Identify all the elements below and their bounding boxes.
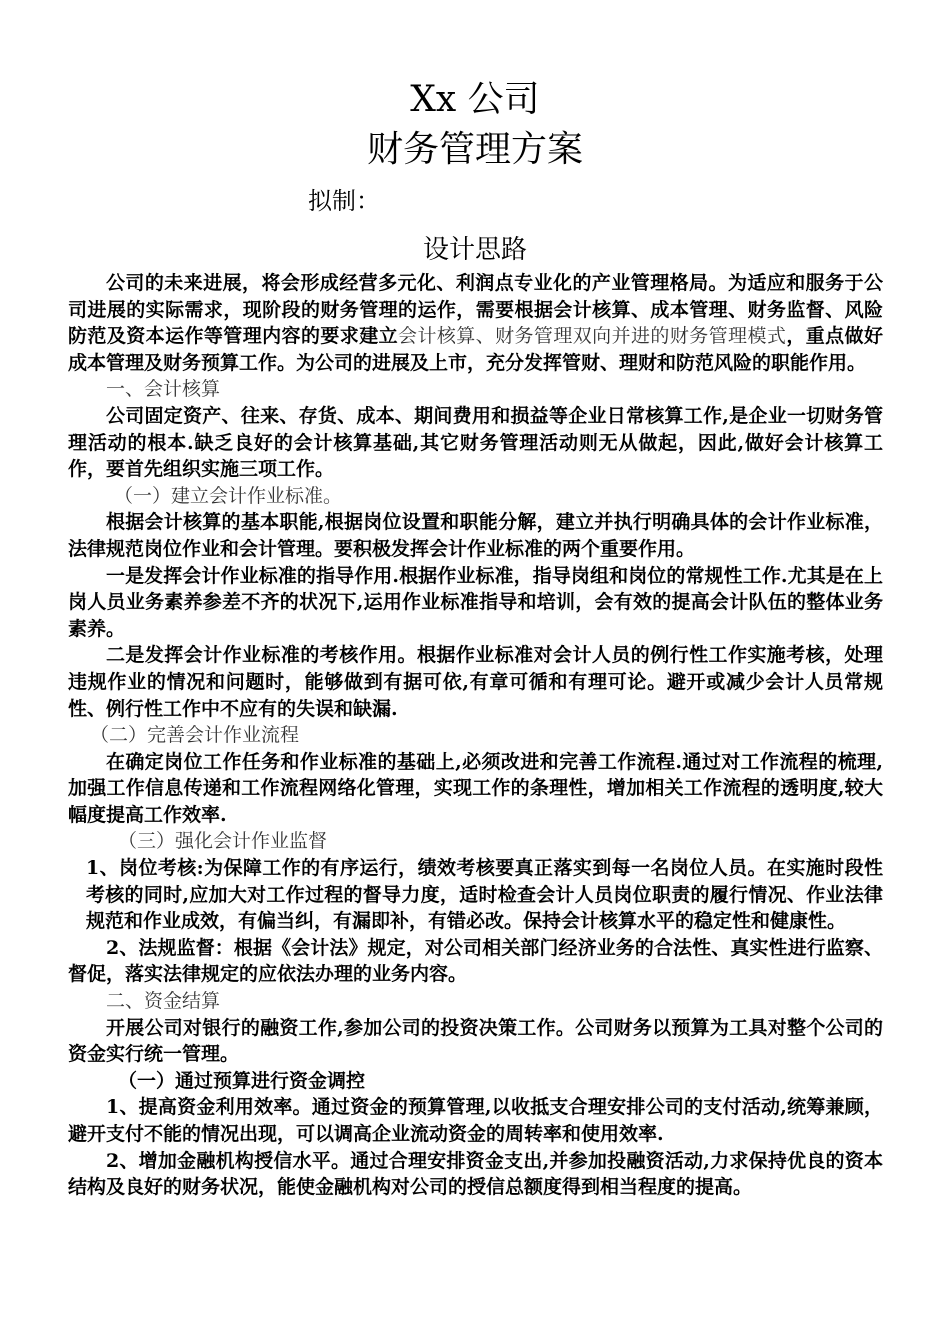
- subsection-heading-process: （二）完善会计作业流程: [90, 724, 300, 747]
- paragraph: 在确定岗位工作任务和作业标准的基础上,必须改进和完善工作流程.通过对工作流程的梳理,加强工作信息传递和工作流程网络化管理，实现工作的条理性，增加相关工作流程的透明度,较大幅度提高工作效率.: [68, 750, 883, 826]
- subsection-heading-supervision: （三）强化会计作业监督: [118, 830, 328, 853]
- intro-text-1: 公司的未来进展，将会形成经营多元化、利润点专业化的产业管理格局。为适应和服务于公司进展的实际需求，现阶段的财务管理的运作，需要根据会计核算、成本管理、财务监督、风险防范及资本运作等管理内容的要求建立: [68, 272, 883, 348]
- drafter-label: 拟制：: [308, 187, 380, 215]
- paragraph: 根据会计核算的基本职能,根据岗位设置和职能分解，建立并执行明确具体的会计作业标准，法律规范岗位作业和会计管理。要积极发挥会计作业标准的两个重要作用。: [68, 511, 883, 560]
- paragraph: 1、岗位考核:为保障工作的有序运行，绩效考核要真正落实到每一名岗位人员。在实施时段性考核的同时,应加大对工作过程的督导力度，适时检查会计人员岗位职责的履行情况、作业法律规范和作业成效，有偏当纠，有漏即补，有错必改。保持会计核算水平的稳定性和健康性。: [86, 857, 883, 933]
- document-title: 财务管理方案: [366, 129, 583, 170]
- subsection-heading-standards: （一）建立会计作业标准。: [114, 484, 343, 507]
- company-name: Xx 公司: [410, 79, 540, 120]
- subsection-heading-budget: （一）通过预算进行资金调控: [118, 1069, 366, 1092]
- document-body: [68, 270, 883, 1201]
- paragraph: 二是发挥会计作业标准的考核作用。根据作业标准对会计人员的例行性工作实施考核，处理违规作业的情况和问题时，能够做到有据可依,有章可循和有理可论。避开或减少会计人员常规性、例行性工作中不应有的失误和缺漏.: [68, 644, 883, 720]
- intro-text-2: 会计核算、财务管理双向并进的财务管理模式: [398, 325, 787, 348]
- section-heading-accounting: 一、会计核算: [106, 378, 221, 401]
- section-heading-funds: 二、资金结算: [106, 990, 221, 1013]
- intro-text-3: ，重点做好成本管理及财务预算工作。为公司的进展及上市，充分发挥管财、理财和防范风险的职能作用。: [68, 325, 883, 374]
- paragraph: 公司固定资产、往来、存货、成本、期间费用和损益等企业日常核算工作,是企业一切财务管理活动的根本.缺乏良好的会计核算基础,其它财务管理活动则无从做起，因此,做好会计核算工作，要首先组织实施三项工作。: [68, 404, 883, 481]
- section-title: 设计思路: [422, 235, 527, 265]
- paragraph: 开展公司对银行的融资工作,参加公司的投资决策工作。公司财务以预算为工具对整个公司的资金实行统一管理。: [68, 1016, 883, 1066]
- intro-paragraph: [68, 270, 883, 376]
- paragraph: 2、法规监督：根据《会计法》规定，对公司相关部门经济业务的合法性、真实性进行监察、督促，落实法律规定的应依法办理的业务内容。: [68, 936, 883, 986]
- paragraph: 一是发挥会计作业标准的指导作用.根据作业标准，指导岗组和岗位的常规性工作.尤其是在上岗人员业务素养参差不齐的状况下,运用作业标准指导和培训，会有效的提高会计队伍的整体业务素养。: [68, 564, 883, 640]
- paragraph: 1、提高资金利用效率。通过资金的预算管理,以收抵支合理安排公司的支付活动,统筹兼顾，避开支付不能的情况出现，可以调高企业流动资金的周转率和使用效率.: [68, 1096, 883, 1145]
- paragraph: 2、增加金融机构授信水平。通过合理安排资金支出,并参加投融资活动,力求保持优良的资本结构及良好的财务状况，能使金融机构对公司的授信总额度得到相当程度的提高。: [68, 1149, 883, 1199]
